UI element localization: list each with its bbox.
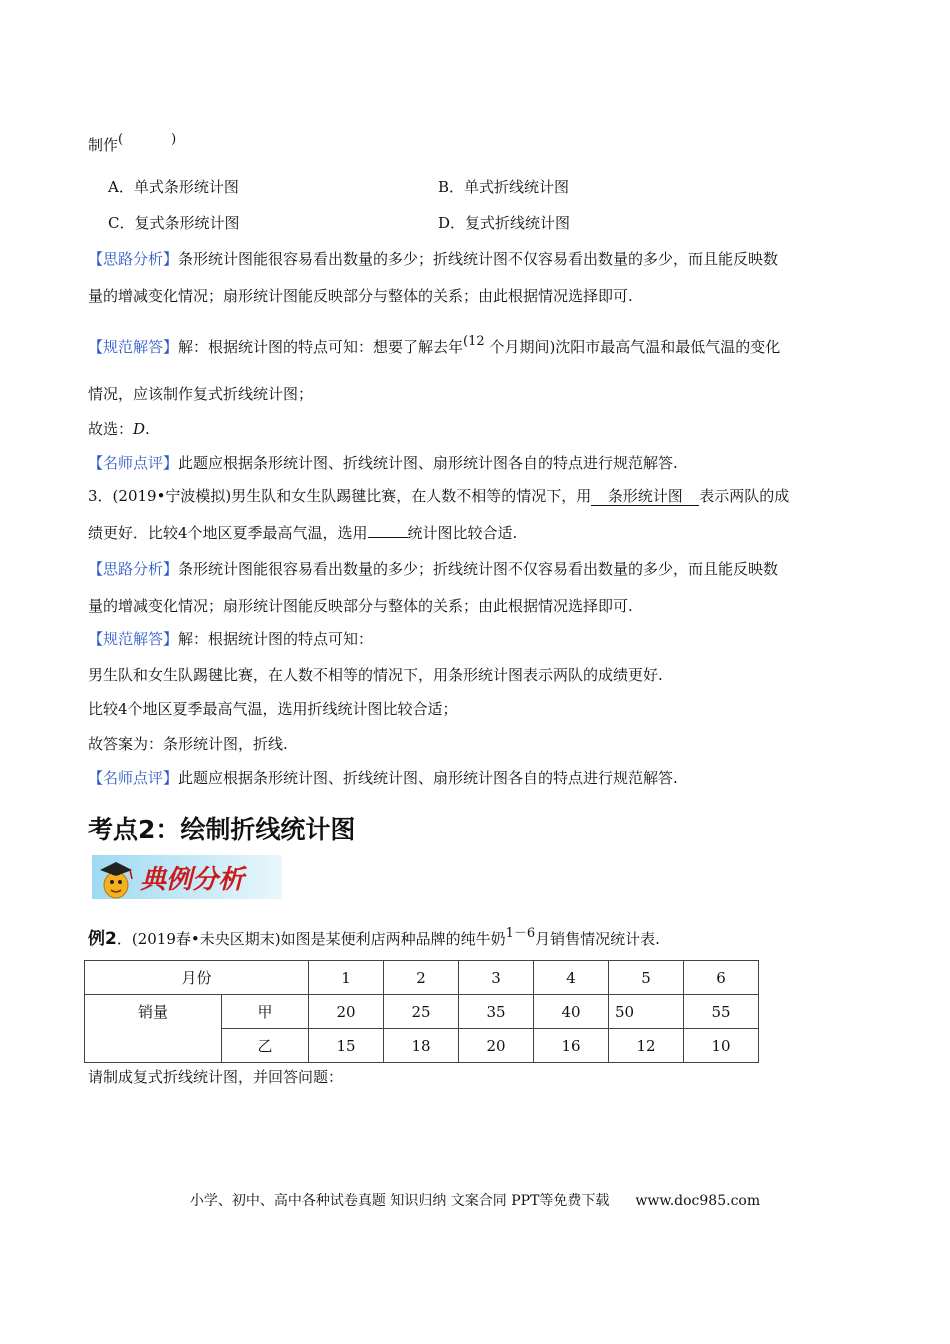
solution-tag: 【规范解答】 bbox=[88, 630, 179, 648]
comment-tag: 【名师点评】 bbox=[88, 454, 179, 472]
page-footer bbox=[0, 1190, 950, 1210]
table-row-header bbox=[85, 961, 759, 995]
table-row-brand-a bbox=[85, 995, 759, 1029]
sales-label: 销量 bbox=[85, 995, 222, 1063]
option-d: D．复式折线统计图 bbox=[438, 214, 571, 232]
option-c: C．复式条形统计图 bbox=[108, 214, 240, 232]
value-cell: 12 bbox=[609, 1029, 684, 1063]
value-cell: 55 bbox=[684, 995, 759, 1029]
choice-letter: D bbox=[133, 420, 146, 438]
month-cell: 4 bbox=[534, 961, 609, 995]
month-header: 月份 bbox=[85, 961, 309, 995]
q2-analysis-line2: 量的增减变化情况；扇形统计图能反映部分与整体的关系；由此根据情况选择即可. bbox=[88, 287, 633, 305]
option-a: A．单式条形统计图 bbox=[108, 178, 239, 196]
answer-paren-open: ( bbox=[118, 132, 124, 147]
q2-choice: 故选：D. bbox=[88, 420, 150, 438]
q3-stem-line2: 绩更好．比较4个地区夏季最高气温，选用 统计图比较合适. bbox=[88, 524, 518, 542]
answer-blank-2 bbox=[368, 537, 408, 538]
analysis-tag: 【思路分析】 bbox=[88, 560, 179, 578]
value-cell: 10 bbox=[684, 1029, 759, 1063]
month-cell: 6 bbox=[684, 961, 759, 995]
q2-solution-line1: 【规范解答】解：根据统计图的特点可知：想要了解去年(12 个月期间)沈阳市最高气温和最低气温的变化 bbox=[88, 334, 781, 356]
value-cell: 20 bbox=[309, 995, 384, 1029]
example-instruction: 请制成复式折线统计图，并回答问题： bbox=[88, 1068, 344, 1086]
month-range: 1－6 bbox=[505, 926, 536, 941]
value-cell: 25 bbox=[384, 995, 459, 1029]
solution-tag: 【规范解答】 bbox=[88, 338, 179, 356]
value-cell: 20 bbox=[459, 1029, 534, 1063]
q3-analysis-line1: 【思路分析】条形统计图能很容易看出数量的多少；折线统计图不仅容易看出数量的多少，而且能反映数 bbox=[88, 560, 779, 578]
footer-url: www.doc985.com bbox=[635, 1193, 761, 1209]
value-cell: 40 bbox=[534, 995, 609, 1029]
brand-a-label: 甲 bbox=[222, 995, 309, 1029]
q3-solution-line2: 男生队和女生队踢毽比赛，在人数不相等的情况下，用条形统计图表示两队的成绩更好. bbox=[88, 666, 663, 684]
answer-paren-close: ) bbox=[171, 132, 177, 147]
analysis-tag: 【思路分析】 bbox=[88, 250, 179, 268]
sales-table bbox=[84, 960, 759, 1063]
comment-tag: 【名师点评】 bbox=[88, 769, 179, 787]
month-cell: 2 bbox=[384, 961, 459, 995]
brand-b-label: 乙 bbox=[222, 1029, 309, 1063]
footer-text: 小学、初中、高中各种试卷真题 知识归纳 文案合同 PPT等免费下载 bbox=[189, 1193, 610, 1209]
example-label: 例2 bbox=[88, 929, 117, 949]
value-cell: 50 bbox=[609, 995, 684, 1029]
value-cell: 15 bbox=[309, 1029, 384, 1063]
q2-comment: 【名师点评】此题应根据条形统计图、折线统计图、扇形统计图各自的特点进行规范解答. bbox=[88, 454, 678, 472]
month-cell: 1 bbox=[309, 961, 384, 995]
example-2-title: 例2．(2019春•未央区期末)如图是某便利店两种品牌的纯牛奶1－6月销售情况统计表. bbox=[88, 926, 660, 949]
q3-stem-line1: 3．(2019•宁波模拟)男生队和女生队踢毽比赛，在人数不相等的情况下，用 条形统计图 表示两队的成 bbox=[88, 487, 790, 505]
option-b: B．单式折线统计图 bbox=[438, 178, 570, 196]
value-cell: 18 bbox=[384, 1029, 459, 1063]
q2-analysis-line1: 【思路分析】条形统计图能很容易看出数量的多少；折线统计图不仅容易看出数量的多少，而且能反映数 bbox=[88, 250, 779, 268]
q3-solution-line3: 比较4个地区夏季最高气温，选用折线统计图比较合适； bbox=[88, 700, 458, 718]
example-analysis-banner bbox=[92, 852, 282, 902]
answer-blank-1: 条形统计图 bbox=[591, 487, 699, 506]
month-cell: 3 bbox=[459, 961, 534, 995]
month-cell: 5 bbox=[609, 961, 684, 995]
q2-solution-line2: 情况，应该制作复式折线统计图； bbox=[88, 385, 314, 403]
q3-comment: 【名师点评】此题应根据条形统计图、折线统计图、扇形统计图各自的特点进行规范解答. bbox=[88, 769, 678, 787]
value-cell: 16 bbox=[534, 1029, 609, 1063]
q2-stem-tail: 制作( ) bbox=[88, 132, 177, 154]
section-heading: 考点2：绘制折线统计图 bbox=[88, 815, 356, 844]
q3-analysis-line2: 量的增减变化情况；扇形统计图能反映部分与整体的关系；由此根据情况选择即可. bbox=[88, 597, 633, 615]
value-cell: 35 bbox=[459, 995, 534, 1029]
q3-answer: 故答案为：条形统计图，折线. bbox=[88, 735, 288, 753]
q3-solution-line1: 【规范解答】解：根据统计图的特点可知： bbox=[88, 630, 374, 648]
banner-text: 典例分析 bbox=[140, 865, 245, 895]
